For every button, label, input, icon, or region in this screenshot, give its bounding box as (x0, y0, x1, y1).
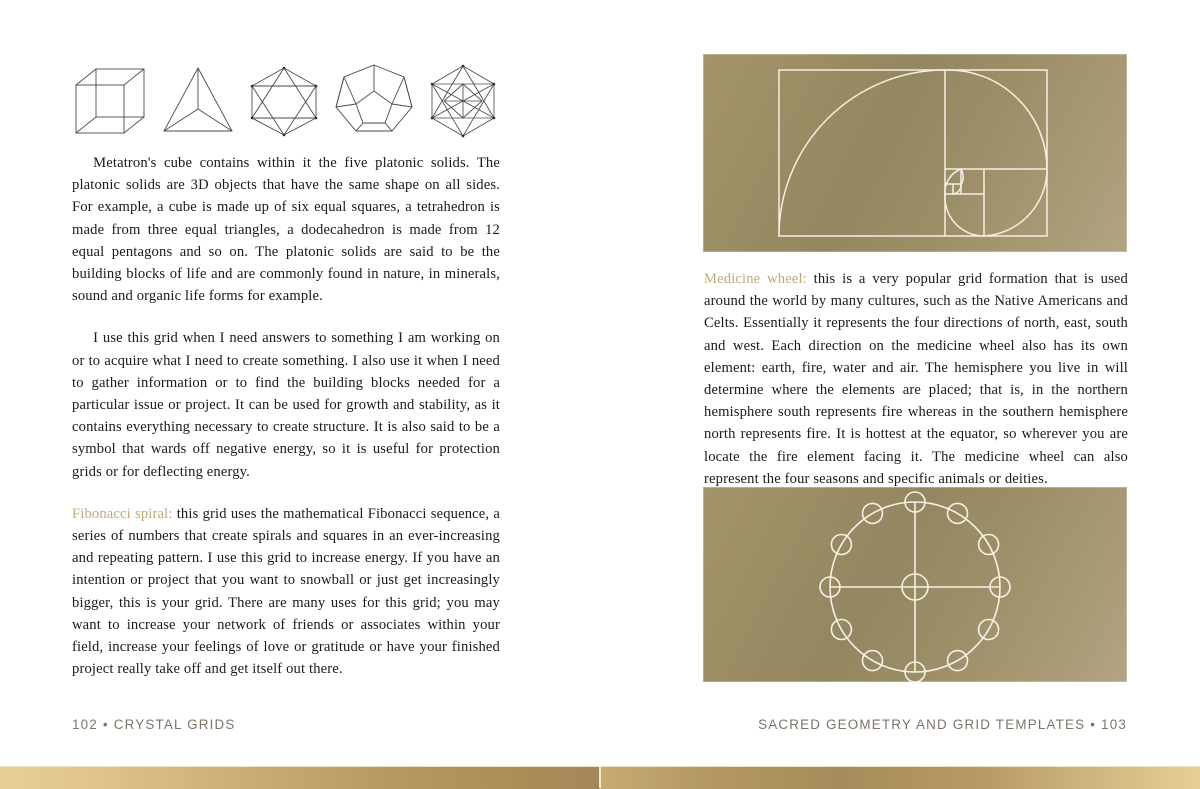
entry-medicine-wheel (704, 268, 1128, 490)
entry-lead-in-fibonacci: Fibonacci spiral: (72, 505, 173, 522)
folio-left: 102 • CRYSTAL GRIDS (72, 717, 236, 732)
left-page-text-column (72, 152, 500, 680)
paragraph-grid-use: I use this grid when I need answers to something I am working on or to acquire what I need to create something. I also use it when I need to gather information or to find the building blocks needed for a particular issue or project. It can be used for growth and stability, as it contains everything necessary to create structure. It is also said to be a symbol that wards off negative energy, so it is useful for protection grids or for deflecting energy. (72, 330, 500, 480)
book-spine-seam (599, 766, 601, 788)
entry-body-fibonacci: this grid uses the mathematical Fibonacci sequence, a series of numbers that create spirals and squares in an ever-increasing and repeating pattern. I use this grid to increase energy. If you have an intention or project that you want to snowball or just get increasingly bigger, this is your grid. There are many uses for this grid; you may want to increase your network of friends or associates within your field, increase your feelings of love or gratitude or have your finished project really take off and get itself out there. (72, 505, 501, 678)
left-page (0, 0, 600, 788)
octahedron-icon (245, 63, 323, 139)
cube-icon (72, 63, 150, 139)
book-edge-left (0, 766, 600, 789)
tetrahedron-icon (159, 63, 237, 139)
book-bottom-edge (0, 766, 1200, 788)
dodecahedron-icon (332, 61, 416, 141)
medicine-wheel-image (703, 487, 1127, 682)
medicine-wheel-graphic (703, 487, 1127, 682)
folio-right: SACRED GEOMETRY AND GRID TEMPLATES • 103 (758, 717, 1127, 732)
book-edge-right (600, 766, 1200, 789)
right-page-text-column (704, 268, 1128, 490)
entry-body-medicine-wheel: this is a very popular grid formation that is used around the world by many cultures, such as the Native Americans and Celts. Essentially it represents the four directions of north, east, south and west. Each direction on the medicine wheel also has its own element: earth, fire, water and air. The hemisphere you live in will determine where the elements are placed; that is, in the northern hemisphere south represents fire whereas in the southern hemisphere north represents fire. It is hottest at the equator, so wherever you are locate the fire element facing it. The medicine wheel can also represent the four seasons and specific animals or deities. (704, 271, 1128, 487)
entry-lead-in-medicine-wheel: Medicine wheel: (704, 271, 807, 287)
fibonacci-spiral-image (703, 54, 1127, 252)
paragraph-metatron: Metatron's cube contains within it the five platonic solids. The platonic solids are 3D objects that have the same shape on all sides. For example, a cube is made up of six equal squares, a tetrahedron is made from three equal triangles, a dodecahedron is made from 12 equal pentagons and so on. The platonic solids are said to be the building blocks of life and are commonly found in nature, in minerals, sound and organic life forms for example. (72, 155, 500, 305)
icosahedron-icon (424, 62, 502, 140)
fibonacci-spiral-graphic (703, 54, 1127, 252)
platonic-solids-figure (72, 52, 502, 150)
entry-fibonacci-spiral (72, 503, 500, 681)
